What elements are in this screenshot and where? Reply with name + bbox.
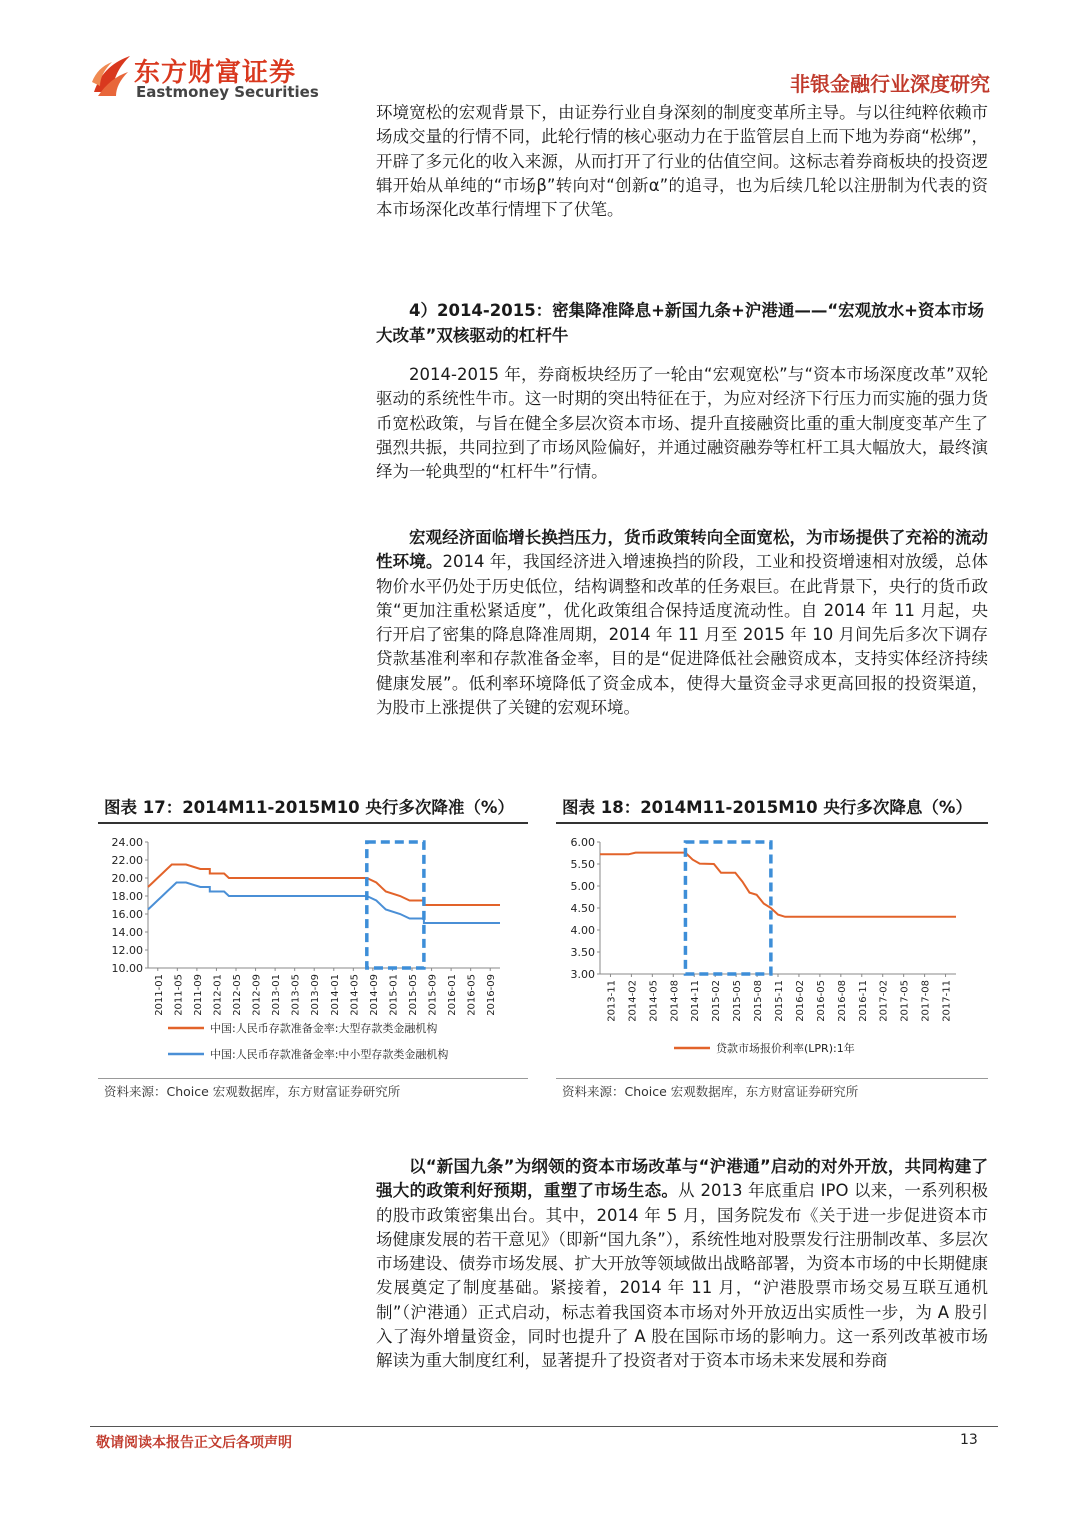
figure-17-title: 图表 17：2014M11-2015M10 央行多次降准（%） [98,796,528,824]
y-tick-label: 3.00 [570,968,595,981]
x-tick-label: 2014-08 [669,980,681,1022]
y-tick-label: 20.00 [111,872,143,885]
x-tick-label: 2014-05 [648,980,660,1022]
eastmoney-logo-icon [90,52,134,98]
legend-label-1: 中国:人民币存款准备金率:大型存款类金融机构 [210,1022,438,1035]
series-line-2 [148,883,500,924]
x-tick-label: 2014-01 [329,974,341,1016]
y-tick-label: 4.50 [570,902,595,915]
footer-divider [90,1426,998,1427]
x-tick-label: 2015-11 [774,980,785,1022]
y-tick-label: 18.00 [111,890,143,903]
x-tick-label: 2016-08 [836,980,848,1022]
y-tick-label: 3.50 [570,946,595,959]
figure-18-chart [556,826,988,1076]
x-tick-label: 2015-02 [711,980,723,1022]
x-tick-label: 2014-05 [349,974,361,1016]
logo-text-cn: 东方财富证券 [134,58,297,88]
section-heading: 4）2014-2015：密集降准降息+新国九条+沪港通——“宏观放水+资本市场大改革”双核驱动的杠杆牛 [376,301,984,345]
y-tick-label: 14.00 [111,926,143,939]
x-tick-label: 2016-02 [794,980,806,1022]
figure-17-divider [98,1078,528,1079]
x-tick-label: 2014-11 [690,980,702,1022]
x-tick-label: 2016-11 [857,980,869,1022]
y-tick-label: 22.00 [111,854,143,867]
x-tick-label: 2014-02 [627,980,639,1022]
legend-label-2: 中国:人民币存款准备金率:中小型存款类金融机构 [210,1048,449,1061]
paragraph-overview: 2014-2015 年，券商板块经历了一轮由“宏观宽松”与“资本市场深度改革”双轮驱动的系统性牛市。这一时期的突出特征在于，为应对经济下行压力而实施的强力货币宽松政策，与旨在健全多层次资本市场、提升直接融资比重的重大制度变革产生了强烈共振，共同拉到了市场风险偏好，并通过融资融券等杠杆工具大幅放大，最终演绎为一轮典型的“杠杆牛”行情。 [376,365,988,482]
highlight-box [367,842,424,968]
x-tick-label: 2016-09 [486,974,498,1016]
y-tick-label: 24.00 [111,836,143,849]
logo-text-en: Eastmoney Securities [136,83,319,101]
series-line-1 [600,853,956,917]
x-tick-label: 2013-09 [310,974,322,1016]
paragraph-intro-continued: 环境宽松的宏观背景下，由证券行业自身深刻的制度变革所主导。与以往纯粹依赖市场成交量的行情不同，此轮行情的核心驱动力在于监管层自上而下地为券商“松绑”，开辟了多元化的收入来源，从而打开了行业的估值空间。这标志着券商板块的投资逻辑开始从单纯的“市场β”转向对“创新α”的追寻，也为后续几轮以注册制为代表的资本市场深化改革行情埋下了伏笔。 [376,103,988,220]
x-tick-label: 2015-08 [753,980,765,1022]
x-tick-label: 2017-08 [920,980,932,1022]
figure-17-source: 资料来源：Choice 宏观数据库，东方财富证券研究所 [104,1084,401,1099]
x-tick-label: 2012-05 [232,974,243,1016]
x-tick-label: 2015-01 [388,974,400,1016]
figure-17-chart [98,826,528,1076]
page-number: 13 [960,1432,978,1448]
legend-label-1: 贷款市场报价利率(LPR):1年 [716,1042,855,1055]
x-tick-label: 2015-05 [408,974,419,1016]
paragraph-reform-lead: 以“新国九条”为纲领的资本市场改革与“沪港通”启动的对外开放，共同构建了强大的政策利好预期，重塑了市场生态。 [376,1157,988,1201]
figure-18-title: 图表 18：2014M11-2015M10 央行多次降息（%） [556,796,988,824]
y-tick-label: 5.00 [570,880,595,893]
series-line-1 [148,865,500,906]
x-tick-label: 2011-01 [153,974,165,1016]
paragraph-monetary-policy-body: 2014 年，我国经济进入增速换挡的阶段，工业和投资增速相对放缓，总体物价水平仍处于历史低位，结构调整和改革的任务艰巨。在此背景下，央行的货币政策“更加注重松紧适度”，优化政策组合保持适度流动性。自 2014 年 11 月起，央行开启了密集的降息降准周期，2014 年 11 月至 2015 年 10 月间先后多次下调存贷款基准利率和存款准备金率，目的是“促进降低社会融资成本，支持实体经济持续健康发展”。低利率环境降低了资金成本，使得大量资金寻求更高回报的投资渠道，为股市上涨提供了关键的宏观环境。 [376,552,988,718]
page-header [90,52,990,104]
x-tick-label: 2015-09 [427,974,439,1016]
report-title: 非银金融行业深度研究 [790,72,990,96]
x-tick-label: 2011-05 [173,974,185,1016]
x-tick-label: 2012-01 [212,974,224,1016]
figure-18-source: 资料来源：Choice 宏观数据库，东方财富证券研究所 [562,1084,859,1099]
x-tick-label: 2016-05 [815,980,827,1022]
figure-18-divider [556,1078,988,1079]
footer-disclaimer: 敬请阅读本报告正文后各项声明 [96,1435,292,1451]
x-tick-label: 2014-09 [368,974,380,1016]
x-tick-label: 2016-01 [447,974,459,1016]
x-tick-label: 2013-01 [271,974,283,1016]
paragraph-reform [376,1155,988,1374]
paragraph-monetary-policy [376,526,988,720]
x-tick-label: 2016-05 [466,974,478,1016]
x-tick-label: 2017-05 [899,980,911,1022]
paragraph-reform-body: 从 2013 年底重启 IPO 以来，一系列积极的股市政策密集出台。其中，2014 年 5 月，国务院发布《关于进一步促进资本市场健康发展的若干意见》（即新“国九条”），系统性地对股票发行注册制改革、多层次市场建设、债券市场发展、扩大开放等领域做出战略部署，为资本市场的中长期健康发展奠定了制度基础。紧接着，2014 年 11 月，“沪港股票市场交易互联互通机制”（沪港通）正式启动，标志着我国资本市场对外开放迈出实质性一步，为 A 股引入了海外增量资金，同时也提升了 A 股在国际市场的影响力。这一系列改革被市场解读为重大制度红利，显著提升了投资者对于资本市场未来发展和券商 [376,1181,989,1371]
y-tick-label: 4.00 [570,924,595,937]
y-tick-label: 12.00 [111,944,143,957]
x-tick-label: 2017-11 [941,980,953,1022]
x-tick-label: 2013-11 [606,980,618,1022]
x-tick-label: 2013-05 [290,974,302,1016]
y-tick-label: 10.00 [111,962,143,975]
x-tick-label: 2015-05 [732,980,744,1022]
y-tick-label: 5.50 [570,858,595,871]
x-tick-label: 2012-09 [251,974,263,1016]
y-tick-label: 6.00 [570,836,595,849]
paragraph-monetary-policy-lead: 宏观经济面临增长换挡压力，货币政策转向全面宽松，为市场提供了充裕的流动性环境。 [376,528,988,572]
y-tick-label: 16.00 [111,908,143,921]
x-tick-label: 2011-09 [192,974,204,1016]
x-tick-label: 2017-02 [878,980,890,1022]
